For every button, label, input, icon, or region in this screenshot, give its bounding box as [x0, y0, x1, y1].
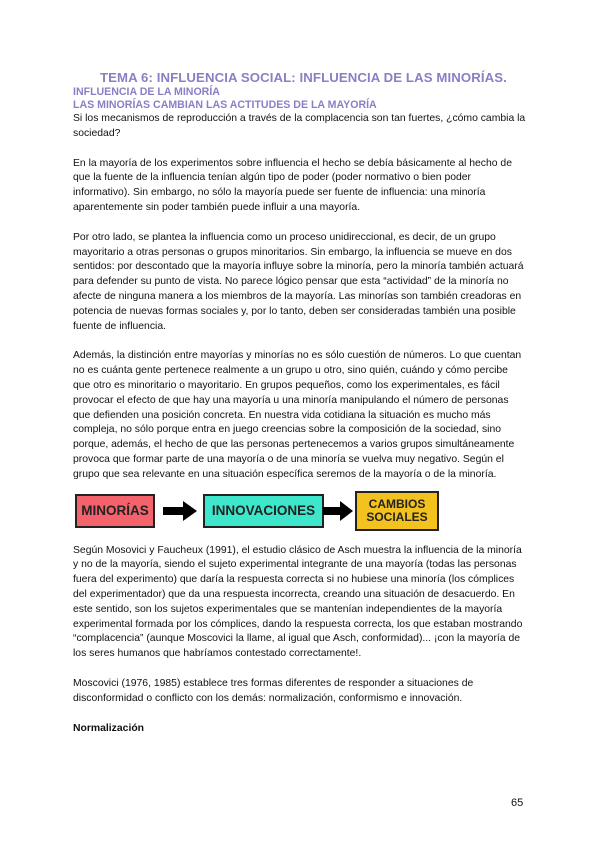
section-subtitle-secondary: LAS MINORÍAS CAMBIAN LAS ACTITUDES DE LA MAYORÍA: [73, 99, 377, 111]
paragraph: Además, la distinción entre mayorías y minorías no es sólo cuestión de números. Lo que cuentan no es cuánta gente pertenece realmente a un grupo u otro, sino quién, cuándo y cómo percibe que otro es minoritario o mayoritario. En grupos pequeños, como los experimentales, es fácil provocar el efecto de que hay una mayoría u una minoría manipulando el número de personas que defienden una posición concreta. En nuestra vida cotidiana la situación es mucho más compleja, no sólo porque entra en juego creencias sobre la composición de la sociedad, sino porque, además, el hecho de que las personas pertenecemos a varios grupos simultáneamente provoca que formar parte de una mayoría o de una minoría se vuelva muy negativo. Según el grupo que sea relevante en una situación específica seremos de la mayoría o de la minoría.: [73, 350, 522, 480]
arrow-right-icon: [163, 501, 197, 521]
page-number: 65: [511, 797, 524, 809]
process-diagram: [75, 489, 528, 537]
innovaciones-box: INNOVACIONES: [203, 494, 324, 528]
minorias-box: MINORÍAS: [75, 494, 155, 528]
paragraph: En la mayoría de los experimentos sobre influencia el hecho se debía básicamente al hecho de que la fuente de la influencia tenían algún tipo de poder (poder normativo o bien poder informativo). Sin embargo, no sólo la mayoría puede ser fuente de influencia: una minoría aparentemente sin poder también puede influir a una mayoría.: [73, 157, 512, 213]
document-title: TEMA 6: INFLUENCIA SOCIAL: INFLUENCIA DE LAS MINORÍAS.: [100, 70, 507, 85]
section-heading: Normalización: [73, 722, 145, 734]
paragraph: Según Mosovici y Faucheux (1991), el estudio clásico de Asch muestra la influencia de la minoría y no de la mayoría, siendo el sujeto experimental integrante de una mayoría (todas las personas fuera del experimento) que daría la respuesta correcta si no hubiese una minoría (los cómplices del experimentador) que da una respuesta incorrecta, creando una situación de desacuerdo. En este sentido, son los sujetos experimentales que se mantenían independientes de la mayoría experimental formada por los cómplices, dando la respuesta correcta, los que estaban mostrando “complacencia” (aunque Moscovici la llame, al igual que Asch, conformidad)... ¡con la mayoría de los seres humanos que habríamos contestado correctamente!.: [73, 544, 523, 660]
intro-question: Si los mecanismos de reproducción a través de la complacencia son tan fuertes, ¿cómo cambia la sociedad?: [73, 113, 526, 139]
paragraph: Moscovici (1976, 1985) establece tres formas diferentes de responder a situaciones de disconformidad o conflicto con los demás: normalización, conformismo e innovación.: [73, 677, 474, 704]
arrow-right-icon: [323, 501, 353, 521]
cambios-sociales-box: CAMBIOS SOCIALES: [355, 491, 439, 531]
paragraph: Por otro lado, se plantea la influencia como un proceso unidireccional, es decir, de un grupo mayoritario a otras personas o grupos minoritarios. Sin embargo, la influencia se mueve en dos sentidos: por descontado que la mayoría influye sobre la minoría, pero la minoría también actuará para defender su punto de vista. No parece lógico pensar que esta “actividad” de la minoría no afecte de ninguna manera a los miembros de la mayoría. Las minorías son también creadoras en potencia de nuevas formas sociales y, por lo tanto, deben ser consideradas también una posible fuente de influencia.: [73, 231, 524, 332]
section-subtitle: INFLUENCIA DE LA MINORÍA: [73, 86, 220, 98]
document-page: [73, 70, 528, 736]
